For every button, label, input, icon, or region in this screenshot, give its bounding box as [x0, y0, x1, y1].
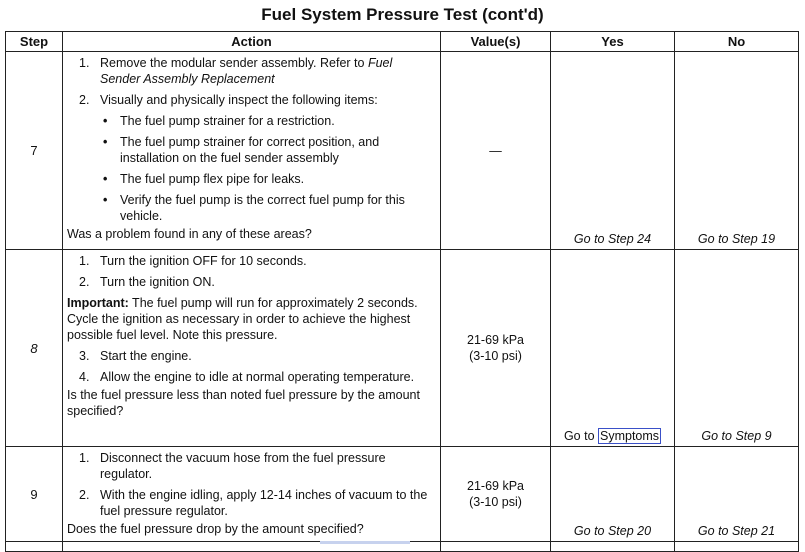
list-item: 2. With the engine idling, apply 12-14 inches of vacuum to the fuel pressure regulator. — [79, 488, 428, 518]
header-values: Value(s) — [441, 32, 551, 52]
bullet-item: • The fuel pump strainer for correct position, and installation on the fuel sender assembly — [103, 135, 380, 165]
table-row — [6, 52, 799, 250]
question-text: Was a problem found in any of these areas? — [67, 227, 312, 241]
list-item: 2. Turn the ignition ON. — [79, 275, 215, 289]
reference-link[interactable]: Fuel Sender Assembly Replacement — [100, 56, 393, 86]
header-row — [6, 32, 799, 52]
header-yes: Yes — [551, 32, 675, 52]
question-text: Is the fuel pressure less than noted fuel pressure by the amount specified? — [67, 388, 420, 418]
bullet-item: • Verify the fuel pump is the correct fuel pump for this vehicle. — [103, 193, 405, 223]
step-number: 8 — [6, 250, 63, 447]
step-number: 7 — [6, 52, 63, 250]
list-item: 1. Remove the modular sender assembly. Refer to Fuel Sender Assembly Replacement — [79, 56, 393, 86]
bullet-item: • The fuel pump strainer for a restriction. — [103, 114, 335, 128]
symptoms-link[interactable]: Symptoms — [600, 429, 660, 443]
header-no: No — [675, 32, 799, 52]
question-text: Does the fuel pressure drop by the amount specified? — [67, 522, 364, 536]
important-note: Important: The fuel pump will run for approximately 2 seconds. Cycle the ignition as necessary in order to achieve the highest possible fuel level. Note this pressure. — [67, 296, 418, 342]
list-item: 4. Allow the engine to idle at normal operating temperature. — [79, 370, 415, 384]
value-cell: — — [441, 52, 551, 250]
value-cell: 21-69 kPa (3-10 psi) — [441, 447, 551, 542]
list-item: 1. Turn the ignition OFF for 10 seconds. — [79, 254, 307, 268]
action-cell — [63, 250, 441, 447]
header-step: Step — [6, 32, 63, 52]
yes-action[interactable]: Go to Step 20 — [551, 447, 675, 542]
step-number: 9 — [6, 447, 63, 542]
list-item: 2. Visually and physically inspect the following items: — [79, 93, 378, 107]
action-cell — [63, 447, 441, 542]
no-action[interactable]: Go to Step 19 — [675, 52, 799, 250]
table-row — [6, 447, 799, 542]
bullet-item: • The fuel pump flex pipe for leaks. — [103, 172, 305, 186]
no-action[interactable]: Go to Step 9 — [675, 250, 799, 447]
header-action: Action — [63, 32, 441, 52]
no-action[interactable]: Go to Step 21 — [675, 447, 799, 542]
value-cell: 21-69 kPa (3-10 psi) — [441, 250, 551, 447]
page-title: Fuel System Pressure Test (cont'd) — [261, 5, 544, 24]
yes-action[interactable]: Go to Step 24 — [551, 52, 675, 250]
list-item: 1. Disconnect the vacuum hose from the fuel pressure regulator. — [79, 451, 386, 481]
list-item: 3. Start the engine. — [79, 349, 192, 363]
yes-action: Go to Symptoms — [551, 250, 675, 447]
table-row — [6, 250, 799, 447]
action-cell — [63, 52, 441, 250]
diagnostic-table — [5, 31, 799, 552]
